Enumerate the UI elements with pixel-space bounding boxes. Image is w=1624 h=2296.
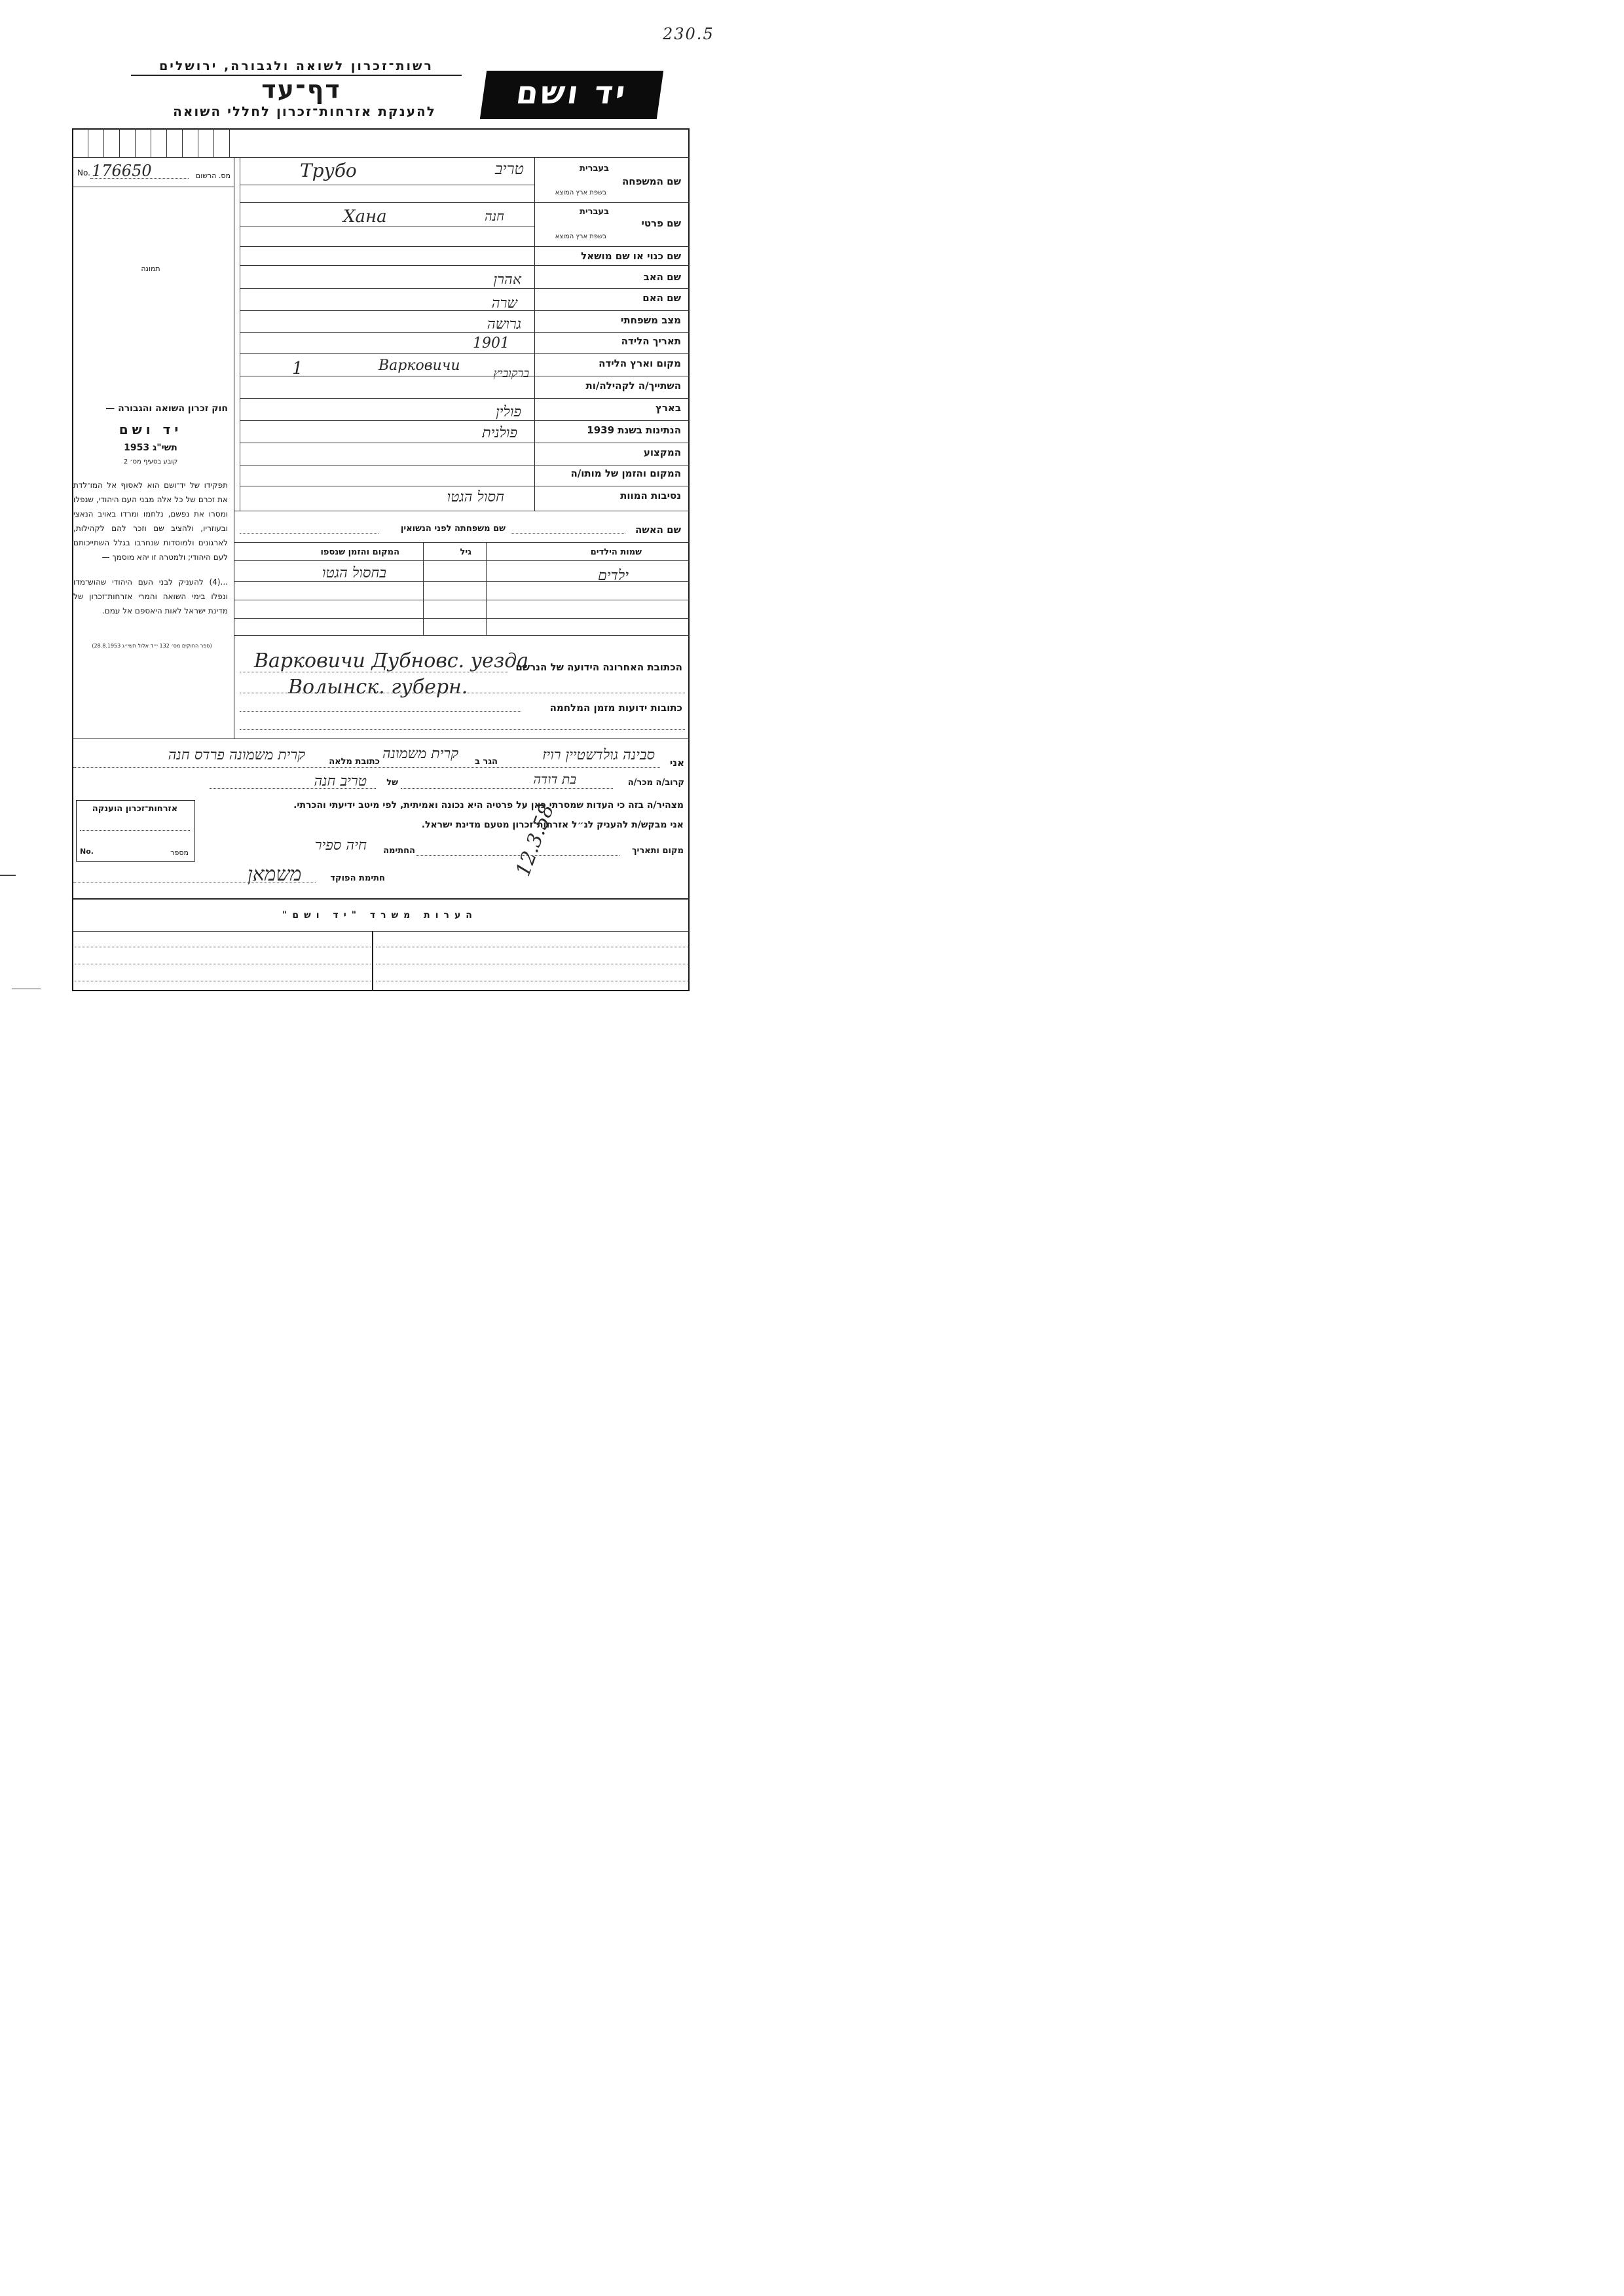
- label-column-divider: [534, 157, 535, 511]
- father-label: שם האב: [643, 271, 681, 283]
- children-col-divider-2: [486, 542, 487, 635]
- wartime-address-dots-2: [240, 729, 685, 730]
- wife-maiden-label: שם משפחתה לפני הנשואין: [400, 524, 506, 534]
- birth-date-value[interactable]: 1901: [473, 335, 509, 352]
- place-date-label: מקום ותאריך: [632, 846, 684, 856]
- citizenship-request: אני מבקש/ת להעניק לנ״ל אזרחות־זכרון מטעם מדינת ישראל.: [421, 820, 684, 830]
- row-line-mother: [240, 310, 690, 311]
- declarant-city[interactable]: קרית משמונה: [382, 746, 458, 762]
- first-name-line-2: [240, 246, 690, 247]
- citizenship-label: הנתינות בשנת 1939: [587, 424, 681, 436]
- first-name-foreign-label: בשפת ארץ המוצא: [555, 233, 606, 240]
- officer-signature[interactable]: משמאן: [248, 863, 302, 886]
- death-place-label: המקום והזמן של מותו/ה: [570, 467, 681, 479]
- certificate-number-label: מספר: [170, 848, 189, 857]
- first-name-hebrew-label: בעברית: [579, 207, 609, 217]
- country-label: בארץ: [655, 402, 681, 414]
- marital-status-value[interactable]: גרושה: [487, 316, 521, 333]
- declarant-signature[interactable]: חיה ספיר: [314, 837, 367, 854]
- header-authority: רשות־זכרון לשואה ולגבורה, ירושלים: [131, 59, 462, 76]
- family-name-foreign-value[interactable]: Трубо: [300, 160, 357, 181]
- birth-place-mark: 1: [292, 359, 303, 378]
- declarant-address[interactable]: קרית משמונה פרדס חנה: [168, 747, 305, 763]
- declarant-section-top: [72, 738, 690, 739]
- first-name-label: שם פרטי: [641, 217, 681, 229]
- family-name-foreign-label: בשפת ארץ המוצא: [555, 189, 606, 196]
- declaration-statement: מצהיר/ה בזה כי העדות שמסרתי כאן על פרטיה היא נכונה ואמיתית, לפי מיטב ידיעתי והכרתי.: [293, 800, 684, 811]
- death-circumstances-value[interactable]: חסול הגטו: [447, 489, 504, 505]
- registration-number: 176650: [92, 162, 152, 180]
- wartime-address-label: כתובות ידועות מזמן המלחמה: [549, 702, 682, 714]
- profession-label: המקצוע: [643, 446, 681, 458]
- community-label: השתייך/ה לקהילה/ות: [585, 380, 681, 392]
- declarant-i-label: אני: [669, 757, 684, 769]
- top-strip-line: [72, 157, 690, 158]
- last-address-line-1[interactable]: Варковичи Дубновс. уезда: [254, 649, 529, 672]
- row-line-country: [240, 420, 690, 421]
- officer-signature-label: חתימת הפוקד: [330, 873, 385, 883]
- declarant-line: [73, 767, 660, 768]
- of-line: [210, 788, 376, 789]
- wife-row-bottom: [234, 542, 690, 543]
- declarant-name[interactable]: סבינה גולדשטיין רויז: [542, 747, 655, 763]
- family-name-line-2: [240, 202, 690, 203]
- form-title: דף־עד: [261, 75, 341, 104]
- certificate-line-1: [80, 830, 190, 831]
- certificate-no-label: No.: [80, 847, 94, 856]
- remarks-line-0: [72, 931, 690, 932]
- resides-label: הגר ב: [474, 757, 498, 767]
- wife-label: שם האשה: [635, 524, 681, 536]
- photo-label: תמונה: [141, 264, 160, 273]
- row-line-nickname: [240, 265, 690, 266]
- law-name: יד ושם: [119, 422, 183, 437]
- registration-label: מס. הרשום: [195, 172, 231, 180]
- law-citation: (ספר החוקים מס׳ 132 י״ד אלול תשי״ג 28.8.1953): [92, 643, 212, 649]
- law-year: תשי"ג 1953: [124, 443, 177, 453]
- children-header-age: גיל: [460, 547, 471, 557]
- row-line-marital: [240, 332, 690, 333]
- row-line-birth-date: [240, 353, 690, 354]
- children-col-divider-1: [423, 542, 424, 635]
- family-name-hebrew-value[interactable]: טריב: [494, 160, 524, 178]
- registration-line: [90, 178, 189, 179]
- last-address-label: הכתובת האחרונה הידועה של הנרשם: [515, 661, 682, 673]
- row-line-father: [240, 288, 690, 289]
- family-name-hebrew-label: בעברית: [579, 164, 609, 173]
- children-row-line-4: [234, 635, 690, 636]
- registration-no-label: No.: [77, 168, 90, 177]
- logo-text: יד ושם: [513, 75, 631, 111]
- children-row-line-3: [234, 618, 690, 619]
- children-header-names: שמות הילדים: [590, 547, 642, 557]
- child-place-1[interactable]: בחסול הגטו: [322, 565, 386, 581]
- marital-status-label: מצב משפחתי: [620, 314, 681, 326]
- mother-label: שם האם: [642, 292, 681, 304]
- signature-line: [416, 855, 482, 856]
- country-value[interactable]: פולין: [496, 404, 521, 420]
- birth-date-label: תאריך הלידה: [621, 335, 681, 347]
- relation-label: קרוב/ה מכר/ה: [627, 778, 684, 788]
- signature-label: החתימה: [383, 846, 415, 856]
- relation-line: [401, 788, 613, 789]
- certificate-title: אזרחות־זכרון הוענקה: [92, 804, 178, 814]
- remarks-title: הערות משרד "יד ושם": [282, 910, 477, 920]
- wartime-address-dots-1: [240, 711, 521, 712]
- remarks-divider: [372, 931, 373, 991]
- children-row-line-1: [234, 581, 690, 582]
- birth-place-value[interactable]: ברקוביץ: [493, 367, 529, 380]
- of-name[interactable]: טריב חנה: [314, 773, 367, 790]
- nickname-label: שם כנוי או שם מושאל: [581, 250, 681, 262]
- yad-vashem-logo: [480, 71, 663, 119]
- place-date-value[interactable]: 12.3.58: [511, 801, 559, 880]
- birth-place-label: מקום וארץ הלידה: [599, 357, 681, 369]
- first-name-hebrew-value[interactable]: חנה: [484, 208, 504, 224]
- corner-note: 230.5: [663, 25, 714, 43]
- top-boxes: [72, 128, 241, 157]
- row-line-community: [240, 398, 690, 399]
- law-body-2: ...(4) להעניק לבני העם היהודי שהוש־מדו ונפלו בימי השואה והמרי אזרחות־זכרון של מדינת ישראל לאות היאספם אל עמם.: [73, 577, 228, 615]
- child-name-1[interactable]: ילדים: [598, 568, 629, 584]
- citizenship-value[interactable]: פולנית: [482, 425, 517, 441]
- death-circumstances-label: נסיבות המוות: [620, 490, 681, 501]
- relation-value[interactable]: בת דודה: [533, 771, 576, 787]
- law-body-1: תפקידו של יד־ושם הוא לאסוף אל המו־לדת את זכרם של כל אלה מבני העם היהודי, שנפלו ומסרו את נפשם, נלחמו ומרדו באויב הנאצי ובעוזריו, ולהציב שם וזכר להם לקהילות, לארגונים ולמוסדות שנחרבו בגלל השתייכותם לעם היהודי; ולמטרה זו יהא מוסמך —: [73, 481, 228, 562]
- form-subtitle: להענקת אזרחות־זכרון לחללי השואה: [173, 103, 436, 119]
- law-title: חוק זכרון השואה והגבורה —: [105, 403, 228, 414]
- of-label: של: [386, 778, 398, 788]
- wife-line: [511, 533, 625, 534]
- first-name-foreign-value[interactable]: Хана: [343, 207, 387, 227]
- law-clause: קובע בסעיף מס׳ 2: [123, 458, 178, 465]
- wife-maiden-line: [240, 533, 378, 534]
- family-name-label: שם המשפחה: [621, 175, 681, 187]
- remarks-top-line: [72, 898, 690, 900]
- last-address-line-2[interactable]: Волынск. губерн.: [288, 676, 468, 699]
- children-header-line: [234, 560, 690, 561]
- full-address-label: כתובת מלאה: [329, 757, 380, 767]
- scan-mark-1: [0, 875, 16, 876]
- mother-value[interactable]: שרה: [491, 295, 517, 312]
- birth-place-foreign[interactable]: Варковичи: [378, 357, 460, 374]
- children-header-place: המקום והזמן שנספו: [320, 547, 399, 557]
- place-date-line: [485, 855, 619, 856]
- father-value[interactable]: אהרן: [493, 272, 521, 288]
